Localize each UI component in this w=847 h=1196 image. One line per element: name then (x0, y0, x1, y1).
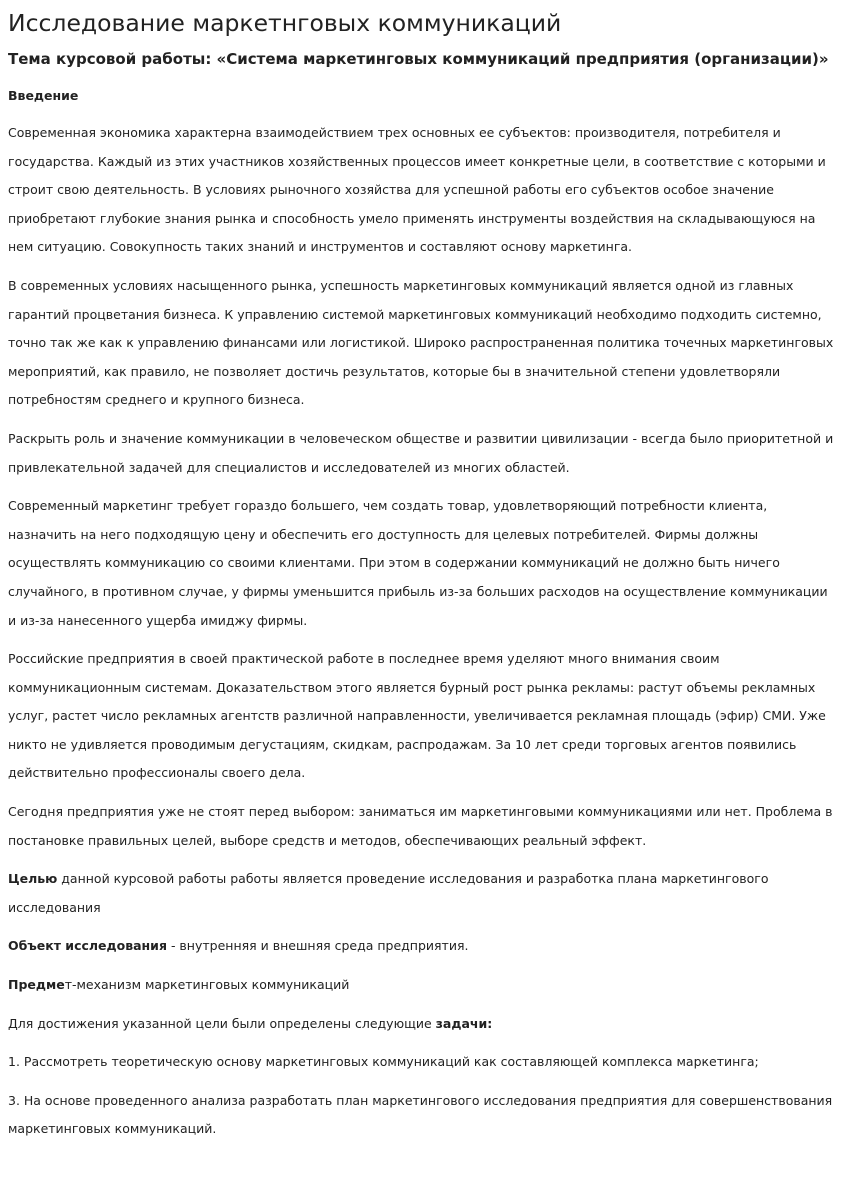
goal-text: данной курсовой работы работы является проведение исследования и разработка плана маркетингового исследования (8, 871, 769, 915)
object-text: - внутренняя и внешняя среда предприятия. (166, 938, 469, 954)
paragraph: Сегодня предприятия уже не стоят перед выбором: заниматься им маркетинговыми коммуникациями или нет. Проблема в постановке правильных целей, выборе средств и методов, обеспечивающих реальный эффект. (8, 804, 833, 848)
task-item: 3. На основе проведенного анализа разработать план маркетингового исследования предприятия для совершенствования маркетинговых коммуникаций. (8, 1092, 833, 1137)
subject-paragraph (8, 971, 838, 1000)
intro-heading: Введение (8, 88, 79, 103)
page-title: Исследование маркетнговых коммуникаций (8, 9, 562, 37)
paragraph: В современных условиях насыщенного рынка, успешность маркетинговых коммуникаций является одной из главных гарантий процветания бизнеса. К управлению системой маркетинговых коммуникаций необходимо подходить системно, точно так же как к управлению финансами или логистикой. Широко распространенная политика точечных маркетинговых мероприятий, как правило, не позволяет достичь результатов, которые бы в значительной степени удовлетворяли потребностям среднего и крупного бизнеса. (8, 277, 834, 408)
paragraph: Российские предприятия в своей практической работе в последнее время уделяют много внимания своим коммуникационным системам. Доказательством этого является бурный рост рынка рекламы: растут объемы рекламных услуг, растет число рекламных агентств различной направленности, увеличивается рекламная площадь (эфир) СМИ. Уже никто не удивляется проводимым дегустациям, скидкам, распродажам. За 10 лет среди торговых агентов появились действительно профессионалы своего дела. (8, 651, 826, 781)
object-label: Объект исследования (8, 938, 167, 954)
tasks-intro-text: Для достижения указанной цели были определены следующие (8, 1015, 436, 1031)
paragraph: Современная экономика характерна взаимодействием трех основных ее субъектов: производителя, потребителя и государства. Каждый из этих участников хозяйственных процессов имеет конкретные цели, в соответствие с которыми и строит свою деятельность. В условиях рыночного хозяйства для успешной работы его субъектов особое значение приобретают глубокие знания рынка и способность умело применять инструменты воздействия на складывающуюся на нем ситуацию. Совокупность таких знаний и инструментов и составляют основу маркетинга. (8, 125, 826, 255)
paragraph: Раскрыть роль и значение коммуникации в человеческом обществе и развитии цивилизации - всегда было приоритетной и привлекательной задачей для специалистов и исследователей из многих областей. (8, 430, 834, 475)
goal-paragraph (8, 865, 838, 922)
coursework-topic: Тема курсовой работы: «Система маркетинговых коммуникаций предприятия (организации)» (8, 50, 829, 68)
document-page (0, 6, 838, 1144)
task-item: 1. Рассмотреть теоретическую основу маркетинговых коммуникаций как составляющей комплекса маркетинга; (8, 1054, 759, 1070)
tasks-intro-paragraph (8, 1010, 838, 1039)
goal-label: Целью (8, 871, 58, 887)
subject-text: т-механизм маркетинговых коммуникаций (64, 977, 350, 993)
tasks-label: задачи: (435, 1015, 493, 1031)
object-paragraph (8, 932, 838, 961)
subject-label: Предме (8, 977, 65, 993)
paragraph: Современный маркетинг требует гораздо большего, чем создать товар, удовлетворяющий потребности клиента, назначить на него подходящую цену и обеспечить его доступность для целевых потребителей. Фирмы должны осуществлять коммуникацию со своими клиентами. При этом в содержании коммуникаций не должно быть ничего случайного, в противном случае, у фирмы уменьшится прибыль из-за больших расходов на осуществление коммуникации и из-за нанесенного ущерба имиджу фирмы. (8, 498, 828, 628)
